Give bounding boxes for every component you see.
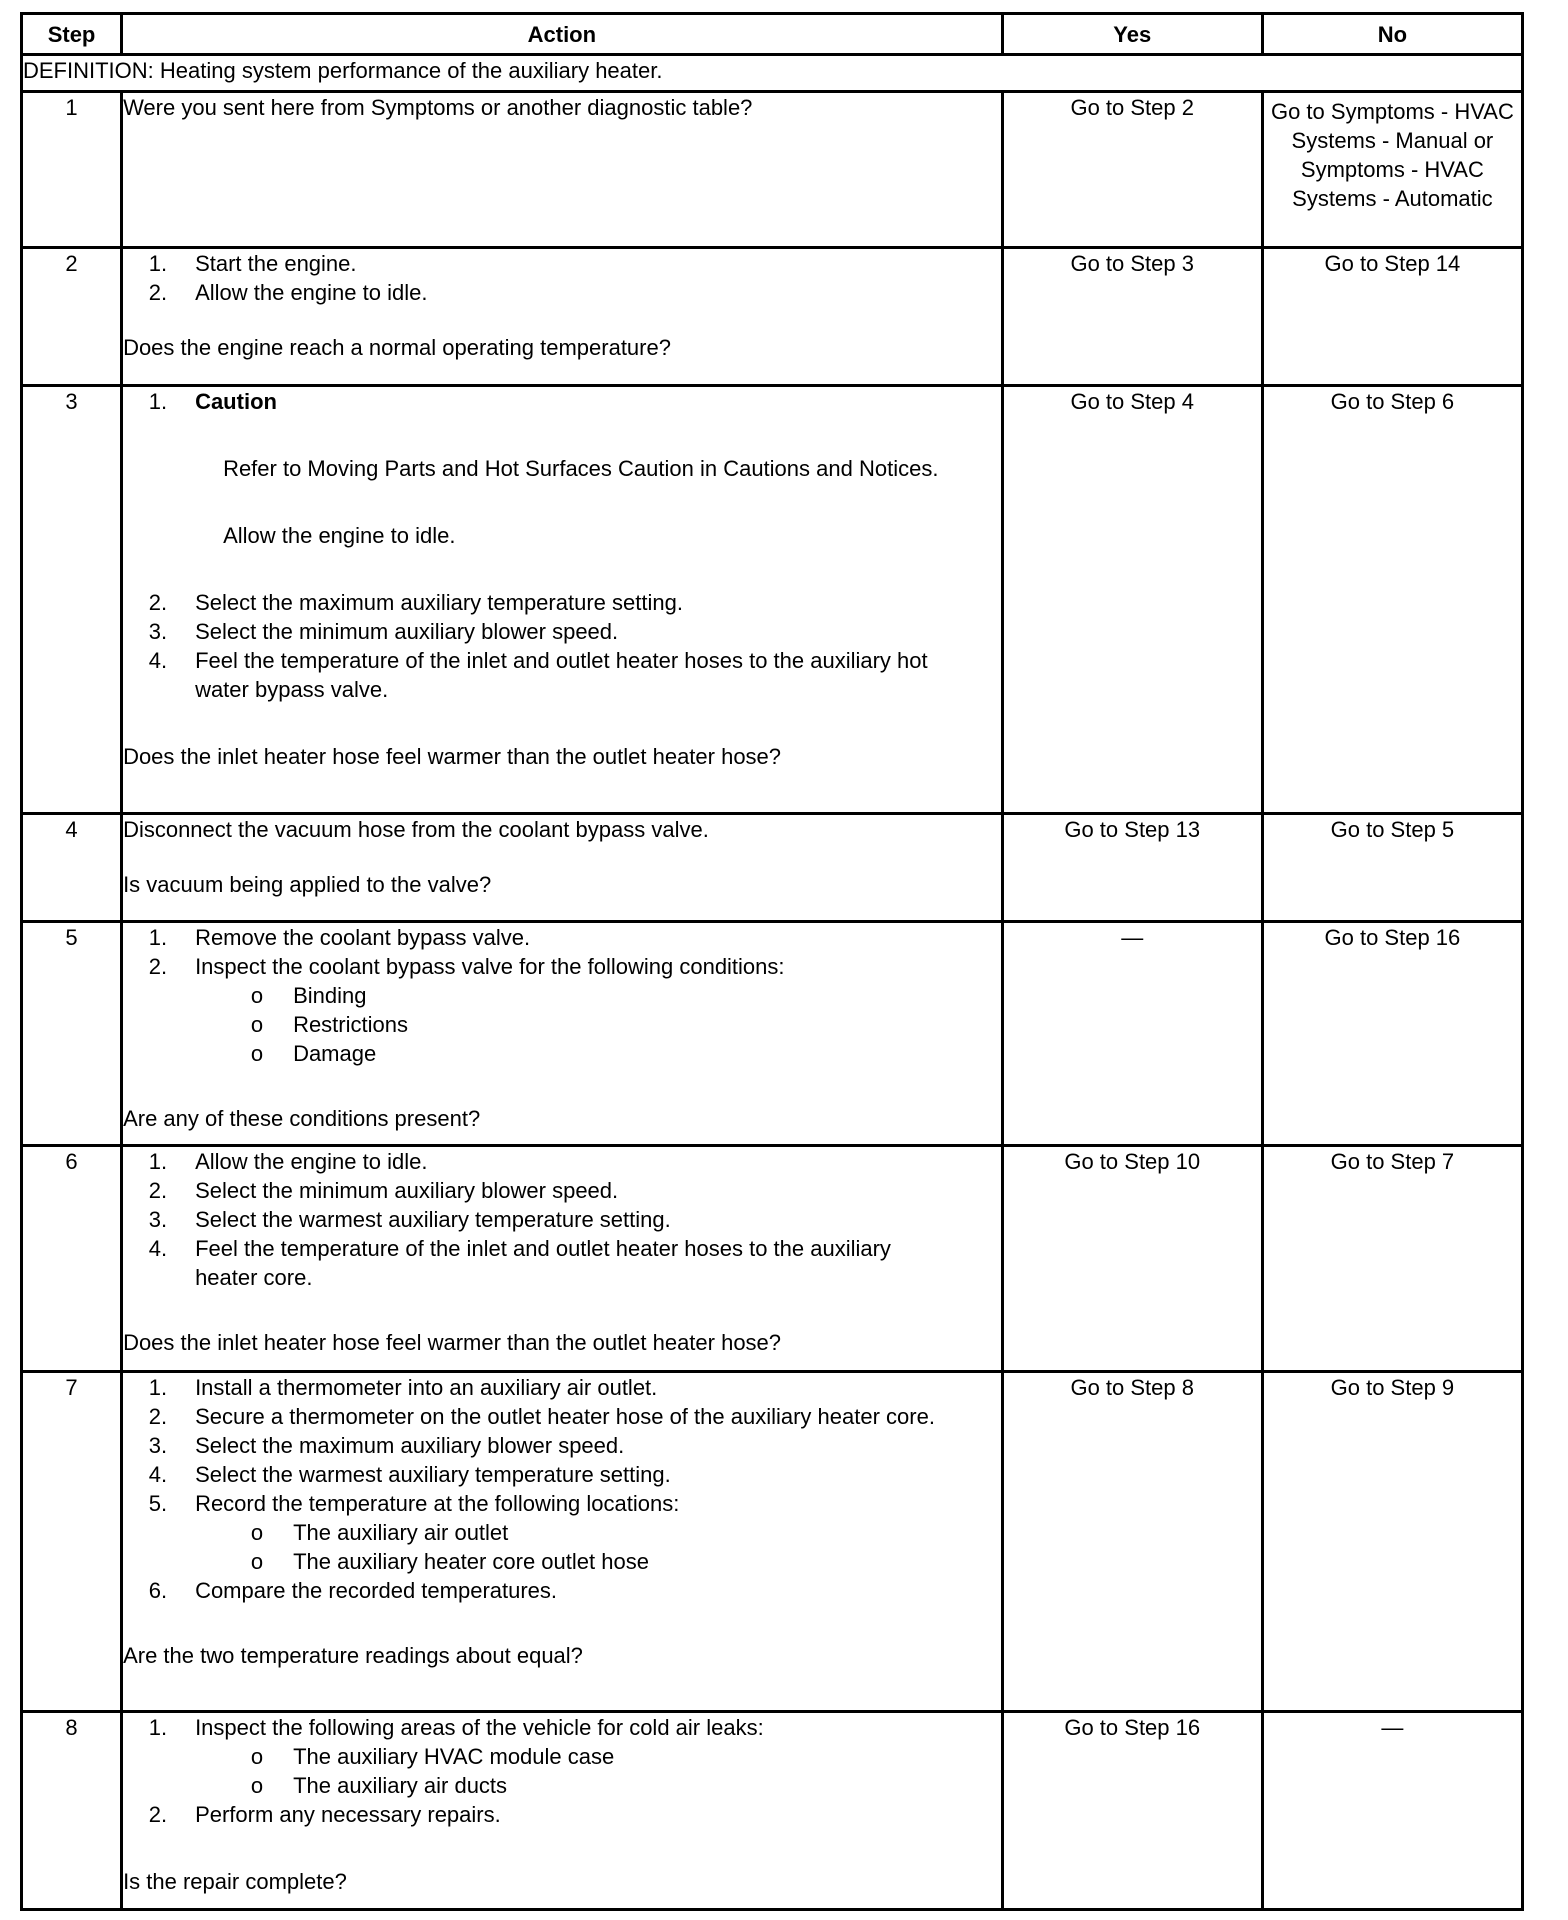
sub-item: o Binding [250, 983, 367, 1008]
list-item: 2. Select the maximum auxiliary temperature setting. [148, 590, 683, 615]
table-row [22, 248, 1523, 386]
list-item: 2. Secure a thermometer on the outlet heater hose of the auxiliary heater core. [148, 1404, 935, 1429]
step-number: 6 [22, 1146, 122, 1372]
table-row [22, 1372, 1523, 1712]
action-cell [122, 248, 1003, 386]
action-cell [122, 386, 1003, 814]
list-item: 1. Install a thermometer into an auxiliary air outlet. [148, 1375, 658, 1400]
sub-item: o The auxiliary air ducts [250, 1773, 508, 1798]
action-cell [122, 92, 1003, 248]
table-row [22, 814, 1523, 922]
header-no: No [1262, 14, 1522, 55]
question-text: Is the repair complete? [123, 1869, 347, 1894]
step-number: 5 [22, 922, 122, 1146]
step-number: 3 [22, 386, 122, 814]
definition-text: DEFINITION: Heating system performance of the auxiliary heater. [22, 55, 1523, 92]
action-cell [122, 1146, 1003, 1372]
caution-text: Refer to Moving Parts and Hot Surfaces Caution in Cautions and Notices. [223, 456, 939, 481]
header-yes: Yes [1002, 14, 1262, 55]
sub-item: o Damage [250, 1041, 377, 1066]
list-item: 2. Perform any necessary repairs. [148, 1802, 501, 1827]
yes-cell: Go to Step 8 [1002, 1372, 1262, 1712]
no-cell: Go to Step 6 [1262, 386, 1522, 814]
list-item: 2. Select the minimum auxiliary blower speed. [148, 1178, 619, 1203]
no-cell: Go to Step 7 [1262, 1146, 1522, 1372]
list-item: 6. Compare the recorded temperatures. [148, 1578, 558, 1603]
header-step: Step [22, 14, 122, 55]
question-text: Does the inlet heater hose feel warmer than the outlet heater hose? [123, 1330, 782, 1355]
table-row [22, 92, 1523, 248]
yes-cell: Go to Step 4 [1002, 386, 1262, 814]
list-item: 1. Inspect the following areas of the vehicle for cold air leaks: [148, 1715, 764, 1740]
question-text: Are any of these conditions present? [123, 1106, 481, 1131]
yes-cell: — [1002, 922, 1262, 1146]
list-item: 4. Select the warmest auxiliary temperature setting. [148, 1462, 671, 1487]
header-row [22, 14, 1523, 55]
action-cell [122, 1712, 1003, 1910]
step-number: 2 [22, 248, 122, 386]
yes-cell: Go to Step 2 [1002, 92, 1262, 248]
list-item: 1. Allow the engine to idle. [148, 1149, 428, 1174]
step-number: 7 [22, 1372, 122, 1712]
caution-title: Caution [195, 389, 277, 414]
list-item: 4. Feel the temperature of the inlet and outlet heater hoses to the auxiliary hot water bypass valve. [148, 648, 928, 702]
list-item: 2. Inspect the coolant bypass valve for the following conditions: [148, 954, 785, 979]
list-item: 3. Select the maximum auxiliary blower speed. [148, 1433, 625, 1458]
list-item: 3. Select the warmest auxiliary temperature setting. [148, 1207, 671, 1232]
table-row [22, 1712, 1523, 1910]
list-item: 3. Select the minimum auxiliary blower speed. [148, 619, 619, 644]
sub-item: o The auxiliary HVAC module case [250, 1744, 615, 1769]
diagnostic-table [20, 12, 1524, 1911]
caution-follow: Allow the engine to idle. [223, 523, 456, 548]
step-number: 1 [22, 92, 122, 248]
yes-cell: Go to Step 3 [1002, 248, 1262, 386]
no-cell: — [1262, 1712, 1522, 1910]
yes-cell: Go to Step 10 [1002, 1146, 1262, 1372]
definition-row [22, 55, 1523, 92]
list-item: 5. Record the temperature at the following locations: [148, 1491, 680, 1516]
list-item: 4. Feel the temperature of the inlet and outlet heater hoses to the auxiliary heater core. [148, 1236, 891, 1290]
yes-cell: Go to Step 16 [1002, 1712, 1262, 1910]
question-text: Does the inlet heater hose feel warmer than the outlet heater hose? [123, 744, 782, 769]
table-row [22, 922, 1523, 1146]
table-row [22, 1146, 1523, 1372]
question-text: Are the two temperature readings about equal? [123, 1643, 583, 1668]
no-cell: Go to Symptoms - HVAC Systems - Manual or Symptoms - HVAC Systems - Automatic [1262, 92, 1522, 248]
question-text: Does the engine reach a normal operating temperature? [123, 335, 671, 360]
question-text: Is vacuum being applied to the valve? [123, 872, 492, 897]
sub-item: o The auxiliary air outlet [250, 1520, 509, 1545]
yes-cell: Go to Step 13 [1002, 814, 1262, 922]
list-item: 1. Remove the coolant bypass valve. [148, 925, 531, 950]
list-item: 1. Start the engine. [148, 251, 357, 276]
question-text: Were you sent here from Symptoms or another diagnostic table? [123, 95, 753, 120]
sub-item: o The auxiliary heater core outlet hose [250, 1549, 649, 1574]
table-row [22, 386, 1523, 814]
action-cell [122, 1372, 1003, 1712]
list-item: 1. Caution [123, 387, 1001, 416]
action-cell [122, 814, 1003, 922]
sub-item: o Restrictions [250, 1012, 408, 1037]
no-cell: Go to Step 16 [1262, 922, 1522, 1146]
no-cell: Go to Step 5 [1262, 814, 1522, 922]
action-text: Disconnect the vacuum hose from the coolant bypass valve. [123, 817, 709, 842]
no-cell: Go to Step 9 [1262, 1372, 1522, 1712]
list-item: 2. Allow the engine to idle. [148, 280, 428, 305]
no-cell: Go to Step 14 [1262, 248, 1522, 386]
action-cell [122, 922, 1003, 1146]
step-number: 4 [22, 814, 122, 922]
header-action: Action [122, 14, 1003, 55]
step-number: 8 [22, 1712, 122, 1910]
